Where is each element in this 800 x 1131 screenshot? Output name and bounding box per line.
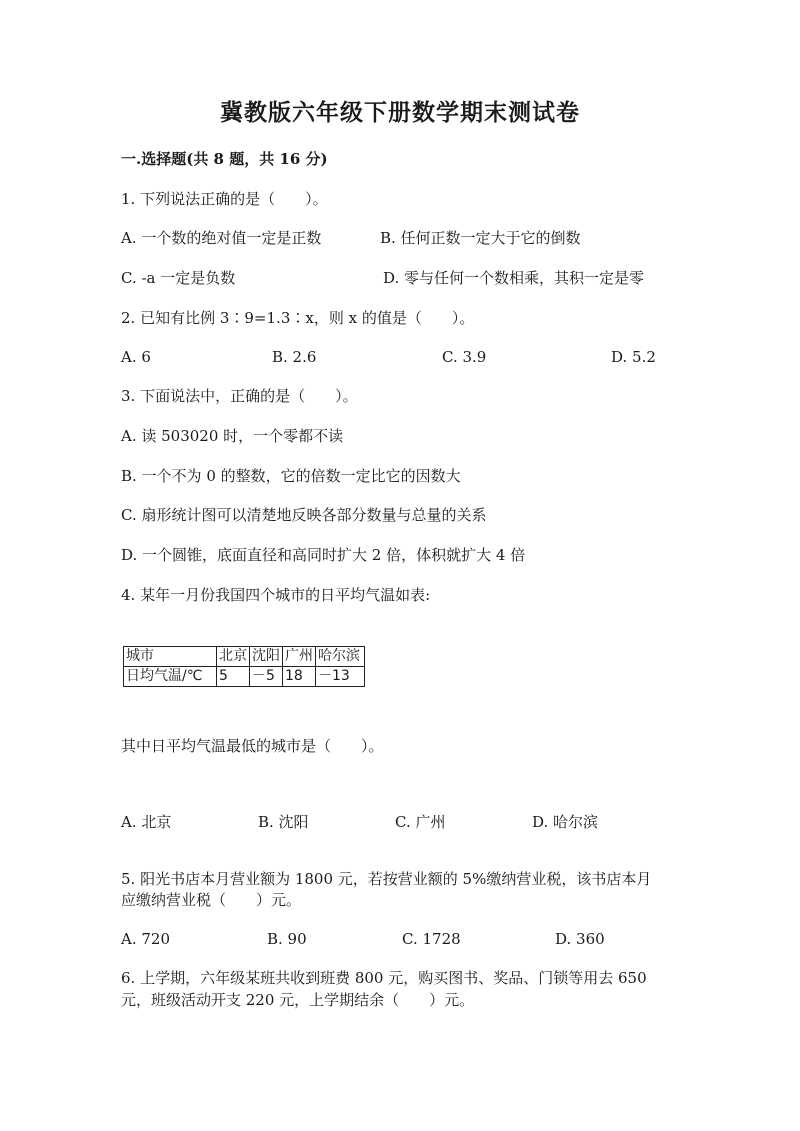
q2-option-c: C. 3.9 bbox=[442, 348, 487, 366]
table-cell: 日均气温/℃ bbox=[124, 667, 217, 687]
q3-option-c: C. 扇形统计图可以清楚地反映各部分数量与总量的关系 bbox=[121, 506, 487, 524]
table-cell: 广州 bbox=[283, 647, 316, 667]
temperature-table bbox=[123, 646, 365, 687]
table-cell: －13 bbox=[316, 667, 365, 687]
question-5-stem-line1: 5. 阳光书店本月营业额为 1800 元，若按营业额的 5%缴纳营业税，该书店本月 bbox=[121, 870, 652, 888]
question-6-stem-line2: 元，班级活动开支 220 元，上学期结余（ ）元。 bbox=[121, 991, 475, 1009]
table-cell: 18 bbox=[283, 667, 316, 687]
table-cell: 哈尔滨 bbox=[316, 647, 365, 667]
q3-option-b: B. 一个不为 0 的整数，它的倍数一定比它的因数大 bbox=[121, 467, 461, 485]
q4-option-d: D. 哈尔滨 bbox=[532, 813, 599, 831]
q1-option-a: A. 一个数的绝对值一定是正数 bbox=[121, 229, 322, 247]
question-1-stem: 1. 下列说法正确的是（ ）。 bbox=[121, 190, 328, 208]
table-cell: 5 bbox=[217, 667, 250, 687]
table-header-row bbox=[124, 647, 365, 667]
q2-option-d: D. 5.2 bbox=[611, 348, 656, 366]
question-2-stem: 2. 已知有比例 3∶9=1.3∶x，则 x 的值是（ ）。 bbox=[121, 309, 475, 327]
q5-option-b: B. 90 bbox=[267, 930, 307, 948]
table-cell: －5 bbox=[250, 667, 283, 687]
q4-option-b: B. 沈阳 bbox=[258, 813, 309, 831]
question-5-stem-line2: 应缴纳营业税（ ）元。 bbox=[121, 891, 302, 909]
q2-option-b: B. 2.6 bbox=[272, 348, 317, 366]
table-cell: 北京 bbox=[217, 647, 250, 667]
q4-option-c: C. 广州 bbox=[395, 813, 446, 831]
question-4-stem: 4. 某年一月份我国四个城市的日平均气温如表: bbox=[121, 586, 431, 604]
q3-option-a: A. 读 503020 时，一个零都不读 bbox=[121, 427, 344, 445]
q2-option-a: A. 6 bbox=[121, 348, 151, 366]
q4-option-a: A. 北京 bbox=[121, 813, 172, 831]
page-title: 冀教版六年级下册数学期末测试卷 bbox=[220, 99, 580, 126]
question-4-prompt: 其中日平均气温最低的城市是（ ）。 bbox=[121, 737, 384, 755]
q5-option-c: C. 1728 bbox=[402, 930, 461, 948]
table-cell: 沈阳 bbox=[250, 647, 283, 667]
question-3-stem: 3. 下面说法中，正确的是（ ）。 bbox=[121, 387, 358, 405]
table-cell: 城市 bbox=[124, 647, 217, 667]
q1-option-c: C. -a 一定是负数 bbox=[121, 269, 236, 287]
q5-option-a: A. 720 bbox=[121, 930, 170, 948]
q5-option-d: D. 360 bbox=[555, 930, 605, 948]
table-row bbox=[124, 667, 365, 687]
q1-option-d: D. 零与任何一个数相乘，其积一定是零 bbox=[383, 269, 645, 287]
q3-option-d: D. 一个圆锥，底面直径和高同时扩大 2 倍，体积就扩大 4 倍 bbox=[121, 546, 526, 564]
q1-option-b: B. 任何正数一定大于它的倒数 bbox=[380, 229, 581, 247]
question-6-stem-line1: 6. 上学期，六年级某班共收到班费 800 元，购买图书、奖品、门锁等用去 650 bbox=[121, 969, 647, 987]
section-heading: 一.选择题(共 8 题，共 16 分) bbox=[121, 150, 328, 168]
